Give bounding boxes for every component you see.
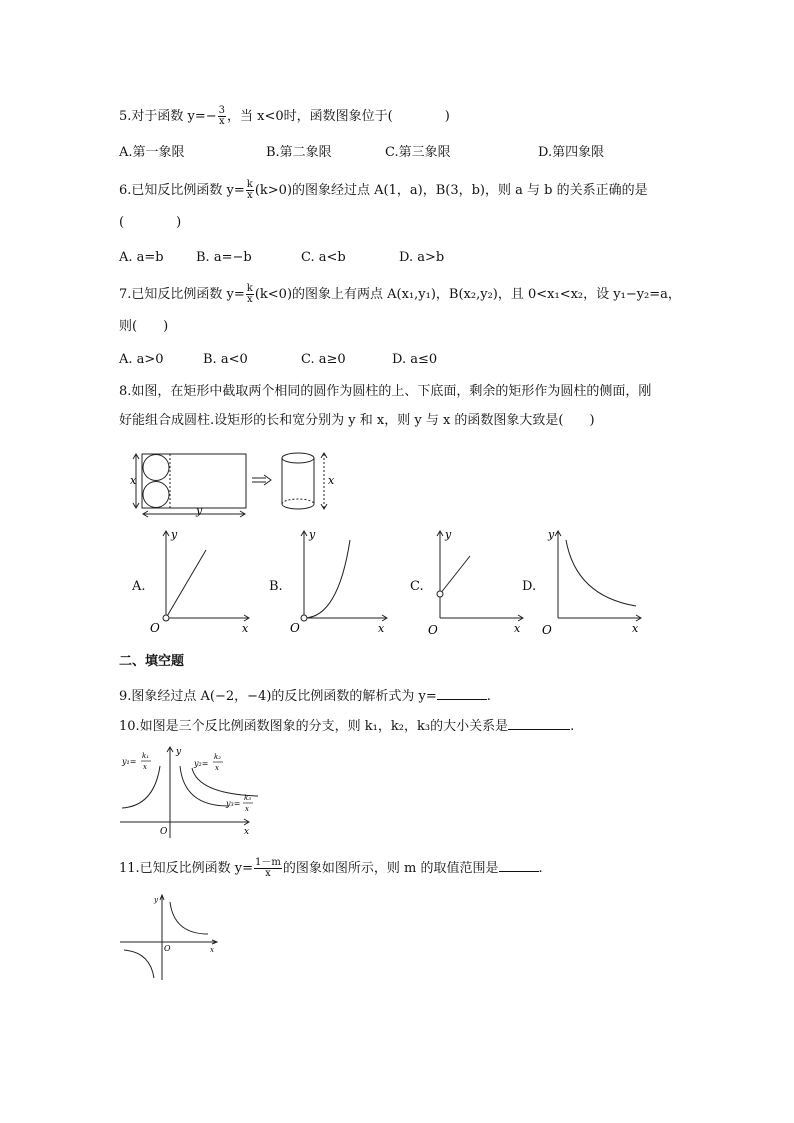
svg-text:x: x	[632, 622, 639, 635]
svg-text:y₂=: y₂=	[194, 759, 209, 768]
question-6: 6.已知反比例函数 y= $\frac{k}{x}$ (k>0)的图象经过点 A(1，a)，B(3，b)，则 a 与 b 的关系正确的是	[119, 179, 648, 201]
answer-blank[interactable]	[499, 859, 539, 872]
circle-top	[143, 455, 169, 481]
q7-option-d: D. a≤0	[392, 352, 438, 367]
graph-d-label: D.	[522, 579, 537, 594]
x-label: x	[328, 474, 335, 487]
curve-quadrant-3	[124, 950, 154, 978]
question-11: 11.已知反比例函数 y= $\frac{1-m}{x}$ 的图象如图所示，则 m 的取值范围是 .	[119, 857, 543, 879]
svg-text:x: x	[215, 764, 219, 772]
curve-y2	[180, 766, 228, 806]
rectangle	[142, 454, 246, 508]
q7-line2: 则( )	[119, 319, 169, 334]
svg-text:O: O	[542, 623, 552, 636]
svg-text:k₁: k₁	[142, 752, 150, 760]
curve-y3	[192, 768, 258, 796]
q5-option-b: B.第二象限	[266, 145, 332, 160]
question-9: 9.图象经过点 A(−2，−4)的反比例函数的解析式为 y= .	[119, 689, 491, 704]
question-10: 10.如图是三个反比例函数图象的分支，则 k₁，k₂，k₃的大小关系是 .	[119, 719, 575, 734]
graph-d-hyperbola	[566, 540, 636, 606]
graph-b	[282, 526, 392, 636]
svg-text:x: x	[242, 622, 249, 635]
svg-text:x: x	[245, 805, 249, 813]
answer-blank[interactable]	[508, 717, 570, 730]
three-hyperbola-figure	[118, 744, 278, 840]
graph-a	[144, 526, 254, 636]
fraction: $\frac{k}{x}$	[246, 283, 253, 305]
svg-text:x: x	[244, 827, 250, 837]
svg-text:O: O	[428, 623, 438, 636]
hyperbola-figure	[118, 892, 222, 984]
arrow-right-icon	[252, 475, 271, 485]
svg-text:k₂: k₂	[214, 753, 222, 761]
graph-c	[418, 526, 528, 636]
section-title: 二、填空题	[119, 654, 185, 669]
svg-text:O: O	[290, 621, 300, 635]
svg-text:y: y	[309, 528, 316, 541]
curve-quadrant-1	[170, 902, 208, 934]
svg-text:O: O	[164, 944, 171, 953]
fraction: $\frac{1-m}{x}$	[255, 857, 281, 879]
graph-b-label: B.	[269, 579, 283, 594]
q5-option-c: C.第三象限	[385, 145, 451, 160]
x-label: x	[130, 474, 137, 487]
answer-blank[interactable]	[437, 687, 487, 700]
rectangle-cylinder-figure	[128, 448, 358, 520]
svg-text:y₃=: y₃=	[226, 799, 241, 808]
svg-text:x: x	[378, 622, 385, 635]
q6-option-c: C. a<b	[301, 250, 346, 265]
graph-a-label: A.	[132, 579, 146, 594]
graph-d	[536, 526, 646, 636]
svg-text:y: y	[171, 528, 178, 541]
question-7: 7.已知反比例函数 y= $\frac{k}{x}$ (k<0)的图象上有两点 A(x₁,y₁)，B(x₂,y₂)，且 0<x₁<x₂，设 y₁−y₂=a，	[119, 283, 681, 305]
question-8-line2: 好能组合成圆柱.设矩形的长和宽分别为 y 和 x，则 y 与 x 的函数图象大致是( )	[119, 413, 595, 428]
cylinder-top	[282, 453, 314, 463]
question-8-line1: 8.如图，在矩形中截取两个相同的圆作为圆柱的上、下底面，剩余的矩形作为圆柱的侧面，刚	[119, 384, 652, 399]
svg-text:y: y	[176, 747, 182, 757]
open-circle	[163, 615, 169, 621]
svg-text:k₃: k₃	[244, 794, 252, 802]
graph-c-line	[440, 556, 470, 594]
svg-text:y: y	[548, 528, 555, 541]
svg-text:y: y	[154, 896, 158, 904]
svg-text:O: O	[150, 621, 160, 635]
circle-bottom	[143, 482, 169, 508]
open-circle	[437, 591, 443, 597]
q7-option-c: C. a≥0	[301, 352, 346, 367]
svg-text:x: x	[143, 763, 147, 771]
graph-b-parabola	[304, 540, 350, 618]
q6-option-d: D. a>b	[399, 250, 445, 265]
q7-option-b: B. a<0	[203, 352, 248, 367]
q6-option-a: A. a=b	[119, 250, 164, 265]
open-circle	[301, 615, 307, 621]
q7-option-a: A. a>0	[119, 352, 164, 367]
q5-option-d: D.第四象限	[538, 145, 605, 160]
q6-option-b: B. a=−b	[196, 250, 252, 265]
q5-option-a: A.第一象限	[119, 145, 185, 160]
svg-text:x: x	[514, 622, 521, 635]
graph-a-line	[166, 550, 206, 618]
svg-text:y₁=: y₁=	[122, 757, 137, 766]
svg-text:y: y	[445, 528, 452, 541]
q6-line2: ( )	[119, 215, 182, 230]
y-label: y	[196, 504, 203, 517]
curve-y1	[122, 766, 160, 808]
fraction: $\frac{k}{x}$	[246, 179, 253, 201]
svg-text:O: O	[160, 827, 168, 837]
svg-text:x: x	[210, 946, 214, 954]
fraction: $\frac{3}{x}$	[218, 105, 226, 127]
question-5: 5.对于函数 y=− $\frac{3}{x}$ ，当 x<0时，函数图象位于( )	[119, 105, 450, 127]
graph-c-label: C.	[410, 579, 424, 594]
